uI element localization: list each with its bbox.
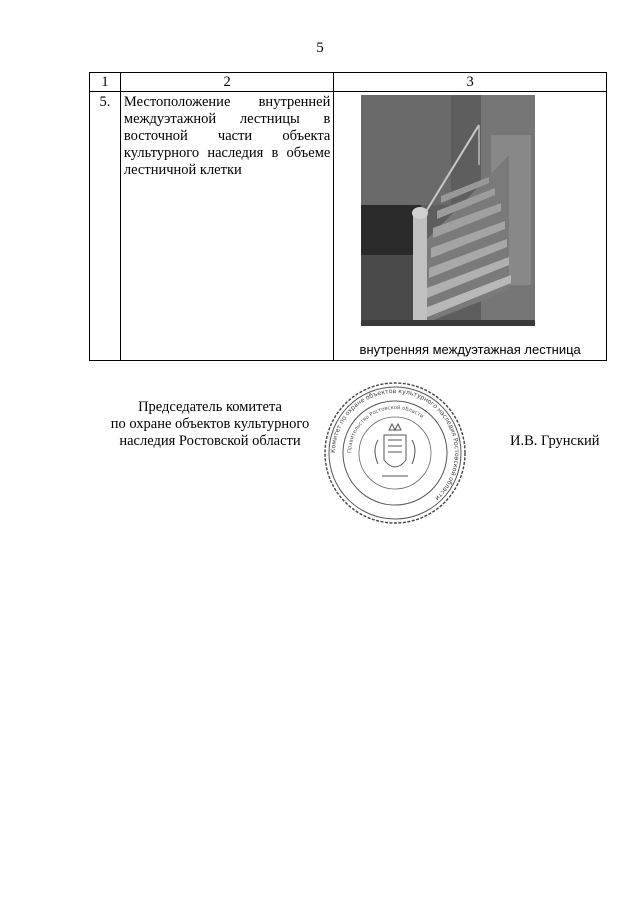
signatory-title-line-3: наследия Ростовской области — [119, 433, 301, 449]
table-row — [90, 92, 607, 361]
header-col-1: 1 — [90, 73, 121, 92]
seal-outer-text: Комитет по охране объектов культурного наследия Ростовской области — [329, 387, 461, 502]
photo-caption: внутренняя междуэтажная лестница — [359, 342, 581, 357]
seal-inner-text: Правительство Ростовской области — [346, 404, 425, 454]
official-seal — [322, 380, 468, 526]
photo-cell — [334, 92, 607, 361]
signatory-title-line-2: по охране объектов культурного — [110, 416, 310, 432]
page-number: 5 — [316, 40, 324, 56]
svg-text:Правительство Ростовской облас — [347, 404, 424, 453]
signatory-title — [100, 399, 320, 450]
signatory-title-line-1: Председатель комитета — [138, 399, 282, 415]
table-header-row — [90, 73, 607, 92]
row-number: 5. — [90, 92, 121, 361]
header-col-2: 2 — [120, 73, 333, 92]
header-col-3: 3 — [334, 73, 607, 92]
staircase-photo — [361, 95, 535, 326]
coat-of-arms-icon — [375, 424, 415, 476]
signer-name: И.В. Грунский — [510, 433, 600, 449]
heritage-table — [89, 72, 607, 361]
row-description: Местоположение внутренней междуэтажной лестницы в восточной части объекта культурного наследия в объеме лестничной клетки — [120, 92, 333, 361]
